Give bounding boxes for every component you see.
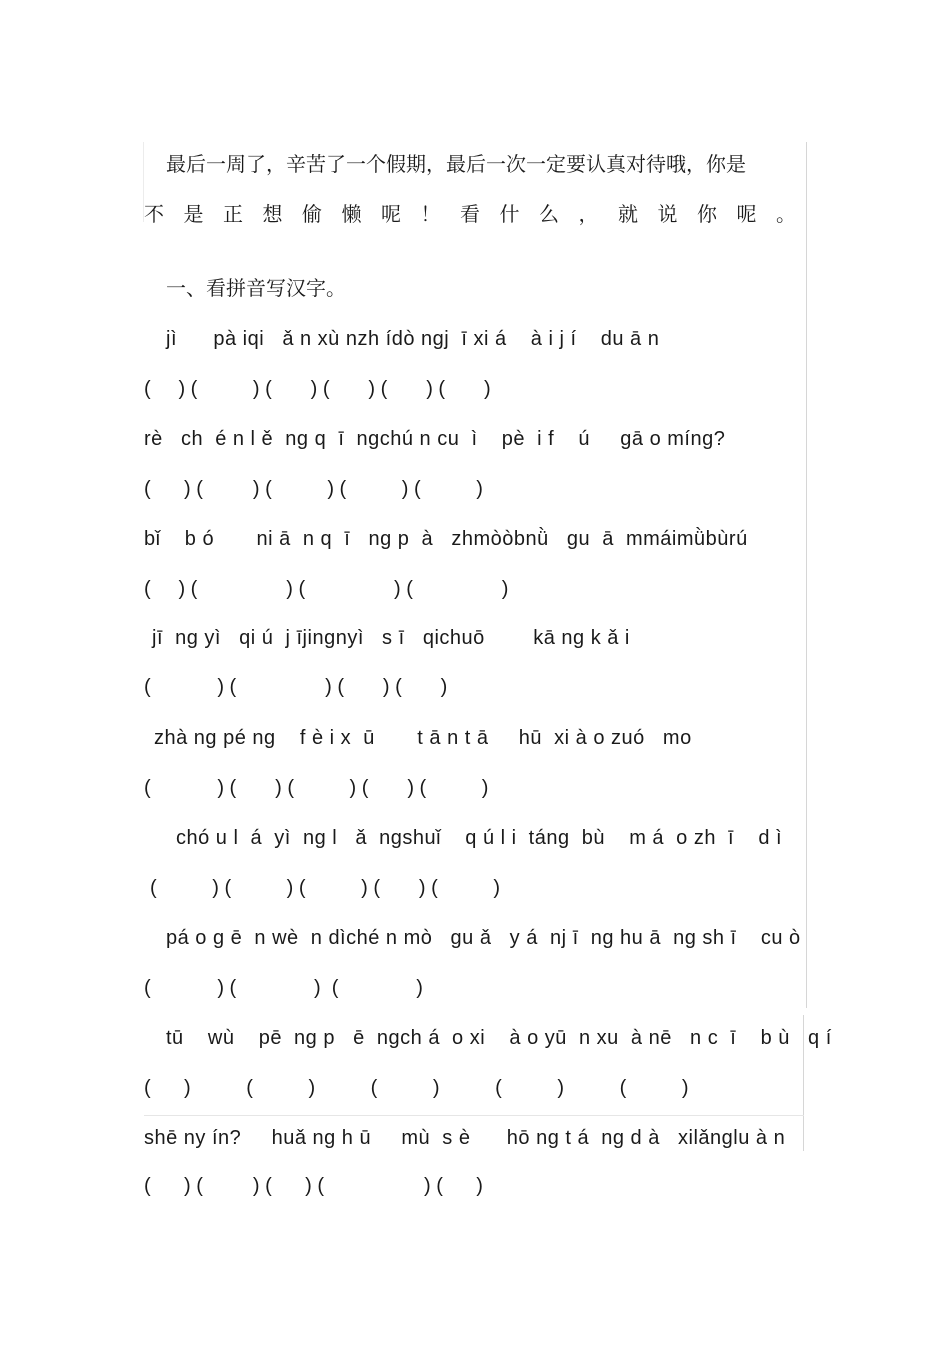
answer-brackets: ( ) ( ) ( ) ( ) ( ) <box>144 1077 689 1099</box>
answer-brackets: ( ) ( ) ( ) ( ) <box>144 676 448 698</box>
right-border-line <box>806 142 807 1008</box>
pinyin-line: shē ny ín? huǎ ng h ū mù s è hō ng t á ng d à xilǎnglu à n <box>144 1127 786 1149</box>
answer-brackets: ( ) ( ) ( ) ( ) ( ) <box>144 777 489 799</box>
pinyin-line: chó u l á yì ng l ǎ ngshuǐ q ú l i táng bù m á o zh ī d ì <box>176 827 783 849</box>
pinyin-line: rè ch é n l ě ng q ī ngchú n cu ì pè i f ú gā o míng? <box>144 428 726 450</box>
section-title: 一、看拼音写汉字。 <box>166 276 346 300</box>
answer-brackets: ( ) ( ) ( ) ( ) ( ) <box>144 478 483 500</box>
pinyin-line: jì pà iqi ǎ n xù nzh ídò ngj ī xi á à i j í du ā n <box>166 328 660 350</box>
answer-brackets: ( ) ( ) ( ) <box>144 977 423 999</box>
separator-line <box>144 1115 804 1116</box>
answer-brackets: ( ) ( ) ( ) ( ) ( ) ( ) <box>144 378 491 400</box>
pinyin-line: pá o g ē n wè n dìché n mò gu ǎ y á nj ī ng hu ā ng sh ī cu ò <box>166 927 801 949</box>
answer-brackets: ( ) ( ) ( ) ( ) <box>144 578 509 600</box>
pinyin-line: tū wù pē ng p ē ngch á o xi à o yū n xu à nē n c ī b ù q í <box>166 1027 832 1049</box>
pinyin-line: zhà ng pé ng f è i x ū t ā n t ā hū xi à o zuó mo <box>154 727 692 749</box>
pinyin-line: jī ng yì qi ú j ījingnyì s ī qichuō kā ng k ǎ i <box>152 627 630 649</box>
intro-line-1: 最后一周了，辛苦了一个假期，最后一次一定要认真对待哦，你是 <box>166 152 746 176</box>
pinyin-line: bǐ b ó ni ā n q ī ng p à zhmòòbnǜ gu ā mmáimǜbùrú <box>144 528 748 550</box>
answer-brackets: ( ) ( ) ( ) ( ) ( ) <box>144 1175 483 1197</box>
intro-line-2: 不是正想偷懒呢！看什么，就说你呢。 <box>144 202 816 226</box>
answer-brackets: ( ) ( ) ( ) ( ) ( ) <box>150 877 500 899</box>
